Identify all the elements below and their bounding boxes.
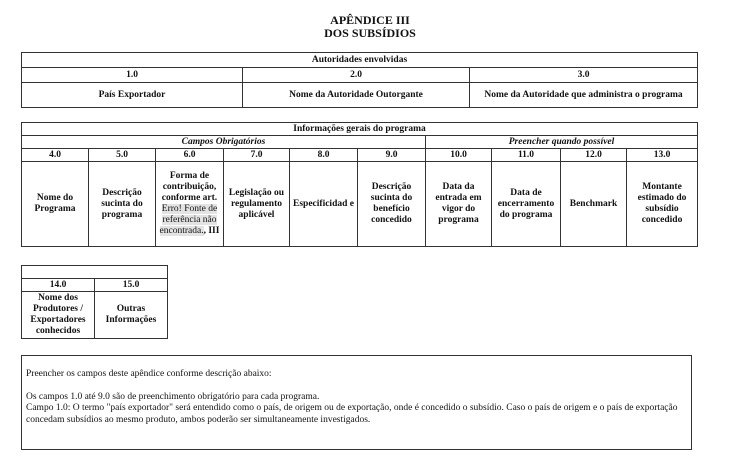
field-number-5: 5.0	[89, 149, 156, 162]
required-fields-group: Campos Obrigatórios	[22, 136, 426, 149]
authorities-table	[21, 52, 698, 108]
general-info-title: Informações gerais do programa	[22, 123, 698, 136]
field-number-9: 9.0	[358, 149, 426, 162]
appendix-title: APÊNDICE III	[330, 13, 410, 27]
field-label-administering-authority: Nome da Autoridade que administra o programa	[470, 83, 698, 108]
field-label-start-date: Data da entrada em vigor do programa	[426, 162, 492, 247]
field-number-11: 11.0	[492, 149, 561, 162]
instructions-field-1: Campo 1.0: O termo "país exportador" será entendido como o país, de origem ou de exportação, onde é concedido o subsídio. Caso o país de origem e o país de exportação concedam subsídios ao mesmo produto, ambos poderão ser simultaneamente investigados.	[26, 403, 678, 425]
field-number-1: 1.0	[22, 68, 243, 83]
field-number-13: 13.0	[627, 149, 698, 162]
field-number-12: 12.0	[561, 149, 627, 162]
field-number-4: 4.0	[22, 149, 89, 162]
field-label-program-name: Nome do Programa	[22, 162, 89, 247]
field-label-program-description: Descrição sucinta do programa	[89, 162, 156, 247]
field-number-2: 2.0	[243, 68, 470, 83]
optional-fields-group: Preencher quando possível	[426, 136, 698, 149]
reference-error-text: Erro! Fonte de referência não encontrada.	[159, 204, 218, 236]
producers-table-header	[22, 266, 168, 279]
field-label-specificity: Especificidad e	[290, 162, 358, 247]
field-label-known-producers: Nome dos Produtores / Exportadores conhecidos	[22, 292, 95, 339]
instructions-intro: Preencher os campos deste apêndice conforme descrição abaixo:	[26, 369, 272, 379]
producers-table	[21, 265, 168, 339]
contribution-form-text: Forma de contribuição, conforme art.	[161, 171, 218, 203]
field-label-exporting-country: País Exportador	[22, 83, 243, 108]
field-label-legislation: Legislação ou regulamento aplicável	[224, 162, 290, 247]
field-label-benchmark: Benchmark	[561, 162, 627, 247]
field-label-granting-authority: Nome da Autoridade Outorgante	[243, 83, 470, 108]
field-label-benefit-description: Descrição sucinta do benefício concedido	[358, 162, 426, 247]
field-label-other-information: Outras Informações	[95, 292, 168, 339]
contribution-form-suffix: , III	[203, 226, 220, 236]
field-number-10: 10.0	[426, 149, 492, 162]
instructions-box	[21, 355, 692, 450]
field-number-3: 3.0	[470, 68, 698, 83]
field-number-7: 7.0	[224, 149, 290, 162]
field-label-end-date: Data de encerramento do programa	[492, 162, 561, 247]
instructions-required-fields: Os campos 1.0 até 9.0 são de preenchimento obrigatório para cada programa.	[26, 391, 320, 402]
field-number-6: 6.0	[156, 149, 224, 162]
field-number-15: 15.0	[95, 279, 168, 292]
field-number-14: 14.0	[22, 279, 95, 292]
authorities-table-title: Autoridades envolvidas	[22, 53, 698, 68]
field-number-8: 8.0	[290, 149, 358, 162]
field-label-contribution-form	[156, 162, 224, 247]
field-label-estimated-amount: Montante estimado do subsídio concedido	[627, 162, 698, 247]
general-info-table	[21, 122, 698, 247]
appendix-subtitle: DOS SUBSÍDIOS	[324, 26, 416, 40]
